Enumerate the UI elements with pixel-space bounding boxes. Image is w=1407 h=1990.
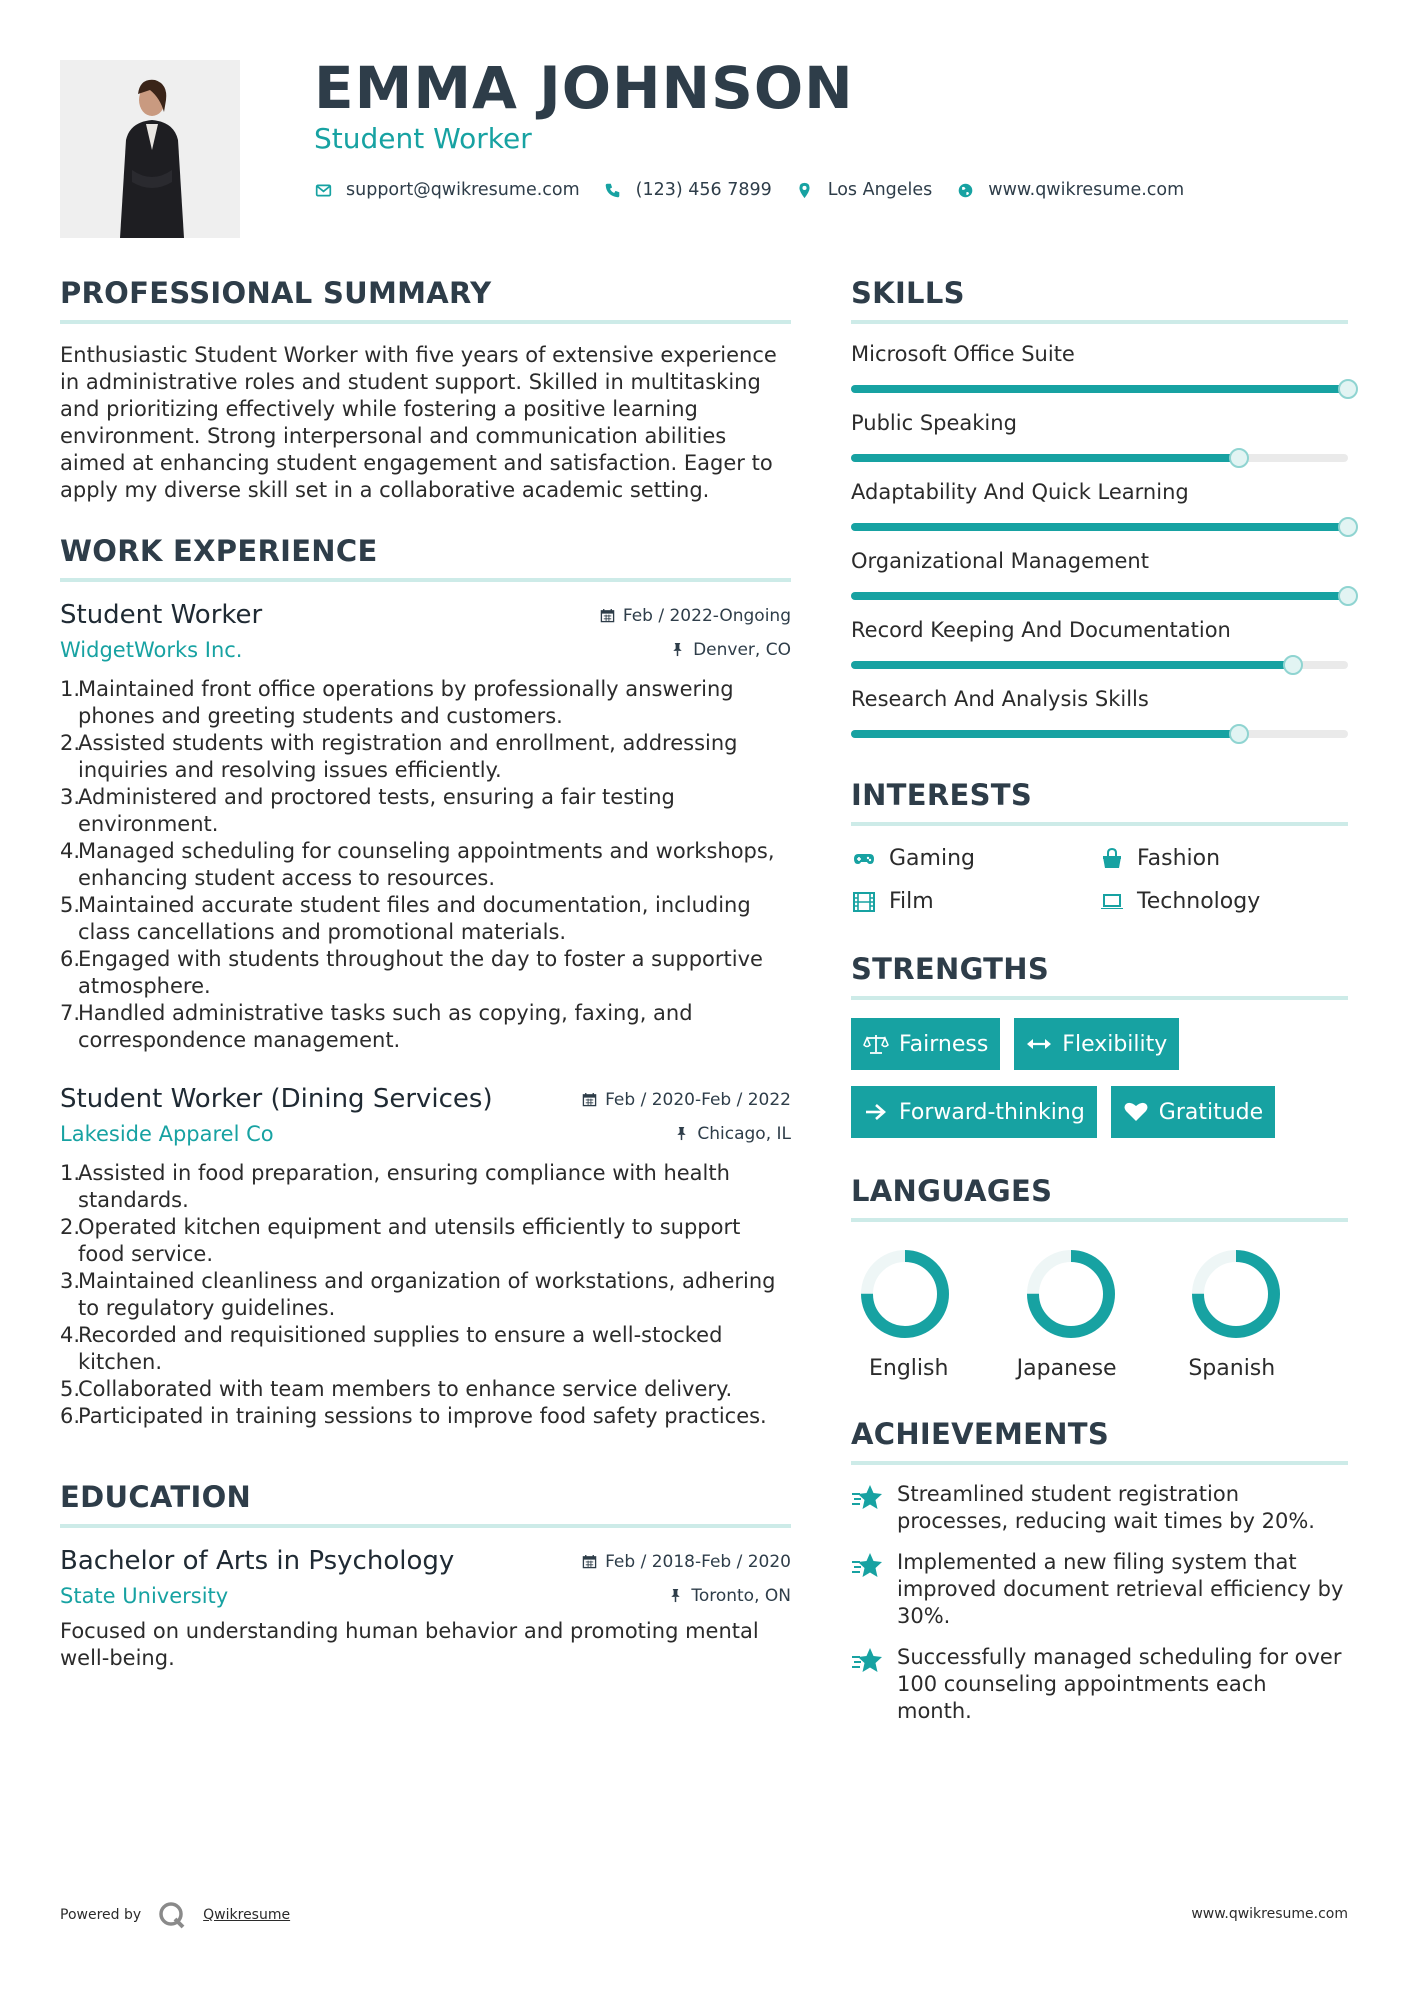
skill-bar-knob (1229, 448, 1249, 468)
skill-item (851, 342, 1348, 393)
shopping-bag-icon (1099, 847, 1125, 871)
contact-phone[interactable] (604, 180, 772, 200)
contact-location (796, 180, 933, 200)
arrows-horizontal-icon (1026, 1033, 1052, 1055)
skill-bar (851, 385, 1348, 393)
education-date-text: Feb / 2018-Feb / 2020 (605, 1551, 791, 1572)
skill-bar-fill (851, 592, 1348, 600)
duty-item: 3. Maintained cleanliness and organization of workstations, adhering to regulatory guidelines. (60, 1269, 776, 1320)
skill-bar-fill (851, 661, 1293, 669)
summary-text: Enthusiastic Student Worker with five years of extensive experience in administrative roles and student support. Skilled in multitasking and prioritizing effectively while fostering a positive learning environment. Strong interpersonal and communication abilities aimed at enhancing student engagement and satisfaction. Eager to apply my diverse skill set in a collaborative academic setting. (60, 343, 777, 502)
duty-item: 6. Engaged with students throughout the day to foster a supportive atmosphere. (60, 947, 763, 998)
contact-bar (314, 180, 1208, 200)
section-title-experience: WORK EXPERIENCE (60, 534, 791, 582)
qwikresume-logo-icon (157, 1900, 187, 1930)
skill-name: Adaptability And Quick Learning (851, 480, 1189, 504)
gamepad-icon (851, 847, 877, 871)
pushpin-icon (670, 642, 685, 657)
strength-label: Fairness (899, 1031, 989, 1057)
duty-item: 3. Administered and proctored tests, ensuring a fair testing environment. (60, 785, 675, 836)
achievement-item (851, 1549, 1348, 1630)
duty-item: 2. Operated kitchen equipment and utensils efficiently to support food service. (60, 1215, 741, 1266)
achievements-section (851, 1417, 1348, 1725)
skills-section (851, 276, 1348, 738)
duty-list (60, 676, 791, 1054)
job-title: Student Worker (60, 600, 263, 630)
duty-item: 4. Managed scheduling for counseling appointments and workshops, enhancing student access to resources. (60, 839, 775, 890)
pushpin-icon (668, 1588, 683, 1603)
section-title-languages: LANGUAGES (851, 1174, 1348, 1222)
section-title-interests: INTERESTS (851, 778, 1348, 826)
skill-bar (851, 730, 1348, 738)
interest-label: Film (889, 889, 934, 914)
company-name: WidgetWorks Inc. (60, 638, 243, 662)
language-ring (855, 1244, 955, 1344)
skill-bar (851, 523, 1348, 531)
skill-bar-knob (1283, 655, 1303, 675)
interest-item (1099, 846, 1347, 871)
skill-item (851, 411, 1348, 462)
duty-list (60, 1160, 791, 1430)
skill-bar (851, 454, 1348, 462)
interest-item (1099, 889, 1347, 914)
language-item (1017, 1244, 1183, 1381)
brand-link[interactable]: Qwikresume (203, 1907, 291, 1923)
interests-section (851, 778, 1348, 914)
section-title-strengths: STRENGTHS (851, 952, 1348, 1000)
contact-email-text: support@qwikresume.com (346, 180, 580, 200)
duty-item: 7. Handled administrative tasks such as copying, faxing, and correspondence management. (60, 1001, 693, 1052)
skill-bar (851, 661, 1348, 669)
globe-icon (956, 182, 974, 199)
duty-item: 6. Participated in training sessions to improve food safety practices. (60, 1404, 767, 1428)
skill-name: Public Speaking (851, 411, 1017, 435)
duty-item: 2. Assisted students with registration and enrollment, addressing inquiries and resolving issues efficiently. (60, 731, 738, 782)
skill-name: Record Keeping And Documentation (851, 618, 1231, 642)
star-icon (851, 1481, 887, 1535)
interest-label: Gaming (889, 846, 975, 871)
calendar-icon (582, 1092, 597, 1107)
language-name: English (869, 1356, 949, 1381)
section-title-skills: SKILLS (851, 276, 1348, 324)
left-column (60, 276, 791, 1672)
achievement-item (851, 1644, 1348, 1725)
achievement-text: Implemented a new filing system that improved document retrieval efficiency by 30%. (897, 1550, 1344, 1628)
job-title: Student Worker (Dining Services) (60, 1084, 493, 1114)
company-name: Lakeside Apparel Co (60, 1122, 274, 1146)
section-title-education: EDUCATION (60, 1480, 791, 1528)
calendar-icon (600, 608, 615, 623)
contact-website-text: www.qwikresume.com (988, 180, 1185, 200)
right-column (851, 276, 1348, 1739)
education-location-text: Toronto, ON (691, 1585, 791, 1606)
strengths-section (851, 952, 1348, 1138)
experience-section (60, 534, 791, 1430)
section-title-achievements: ACHIEVEMENTS (851, 1417, 1348, 1465)
skill-bar-knob (1229, 724, 1249, 744)
star-icon (851, 1644, 887, 1725)
star-icon (851, 1549, 887, 1630)
candidate-role: Student Worker (314, 122, 532, 155)
language-item (851, 1244, 1017, 1381)
job-location (674, 1124, 791, 1144)
strength-tag (851, 1086, 1097, 1138)
strength-tag (1014, 1018, 1179, 1070)
education-location (668, 1586, 791, 1606)
job-location (670, 640, 791, 660)
achievement-text: Streamlined student registration processes, reducing wait times by 20%. (897, 1482, 1315, 1533)
language-ring (1021, 1244, 1121, 1344)
job-date-text: Feb / 2020-Feb / 2022 (605, 1089, 791, 1110)
job-date-text: Feb / 2022-Ongoing (622, 605, 791, 626)
job-entry (60, 1084, 791, 1430)
skill-item (851, 480, 1348, 531)
job-entry (60, 600, 791, 1054)
skill-bar-knob (1338, 379, 1358, 399)
contact-phone-text: (123) 456 7899 (635, 180, 772, 200)
contact-website[interactable] (956, 180, 1184, 200)
skill-bar-fill (851, 730, 1239, 738)
arrow-right-icon (863, 1101, 889, 1123)
duty-item: 1. Assisted in food preparation, ensuring compliance with health standards. (60, 1161, 730, 1212)
language-ring (1186, 1244, 1286, 1344)
skill-bar-fill (851, 454, 1239, 462)
education-section (60, 1480, 791, 1672)
skill-item (851, 549, 1348, 600)
interest-item (851, 846, 1099, 871)
summary-section (60, 276, 791, 504)
balance-scale-icon (863, 1033, 889, 1055)
duty-item: 5. Collaborated with team members to enhance service delivery. (60, 1377, 733, 1401)
strength-label: Gratitude (1158, 1099, 1264, 1125)
degree-title: Bachelor of Arts in Psychology (60, 1546, 455, 1576)
profile-photo (60, 60, 240, 238)
heart-icon (1123, 1101, 1149, 1123)
powered-by-label: Powered by (60, 1907, 142, 1923)
education-date (582, 1552, 791, 1572)
achievement-item (851, 1481, 1348, 1535)
skill-item (851, 618, 1348, 669)
job-location-text: Denver, CO (693, 639, 791, 660)
language-item (1182, 1244, 1348, 1381)
section-title-summary: PROFESSIONAL SUMMARY (60, 276, 791, 324)
skill-item (851, 687, 1348, 738)
skill-name: Research And Analysis Skills (851, 687, 1149, 711)
strength-tag (1111, 1086, 1275, 1138)
film-icon (851, 890, 877, 914)
envelope-icon (314, 182, 332, 199)
laptop-icon (1099, 890, 1125, 914)
job-date (582, 1090, 791, 1110)
contact-location-text: Los Angeles (827, 180, 933, 200)
interest-label: Technology (1137, 889, 1261, 914)
profile-photo-figure (60, 60, 240, 238)
footer-website[interactable]: www.qwikresume.com (1191, 1906, 1348, 1922)
strength-label: Flexibility (1062, 1031, 1168, 1057)
job-date (600, 606, 791, 626)
footer-powered-by (60, 1900, 290, 1930)
interest-item (851, 889, 1099, 914)
pushpin-icon (674, 1126, 689, 1141)
duty-item: 1. Maintained front office operations by professionally answering phones and greeting students and customers. (60, 677, 734, 728)
language-name: Japanese (1016, 1356, 1117, 1381)
contact-email[interactable] (314, 180, 580, 200)
duty-item: 4. Recorded and requisitioned supplies to ensure a well-stocked kitchen. (60, 1323, 723, 1374)
candidate-name: EMMA JOHNSON (314, 54, 854, 122)
education-description: Focused on understanding human behavior and promoting mental well-being. (60, 1619, 759, 1670)
skill-name: Microsoft Office Suite (851, 342, 1075, 366)
map-pin-icon (796, 182, 814, 199)
interest-label: Fashion (1137, 846, 1221, 871)
skill-name: Organizational Management (851, 549, 1149, 573)
phone-icon (604, 182, 622, 199)
language-name: Spanish (1188, 1356, 1276, 1381)
skill-bar-fill (851, 523, 1348, 531)
strength-tag (851, 1018, 1000, 1070)
calendar-icon (582, 1554, 597, 1569)
languages-section (851, 1174, 1348, 1381)
education-entry (60, 1546, 791, 1672)
skill-bar-fill (851, 385, 1348, 393)
job-location-text: Chicago, IL (697, 1123, 791, 1144)
skill-bar-knob (1338, 517, 1358, 537)
skill-bar-knob (1338, 586, 1358, 606)
school-name: State University (60, 1584, 229, 1608)
achievement-text: Successfully managed scheduling for over 100 counseling appointments each month. (897, 1645, 1342, 1723)
duty-item: 5. Maintained accurate student files and documentation, including class cancellations and promotional materials. (60, 893, 751, 944)
skill-bar (851, 592, 1348, 600)
strength-label: Forward-thinking (899, 1099, 1085, 1125)
